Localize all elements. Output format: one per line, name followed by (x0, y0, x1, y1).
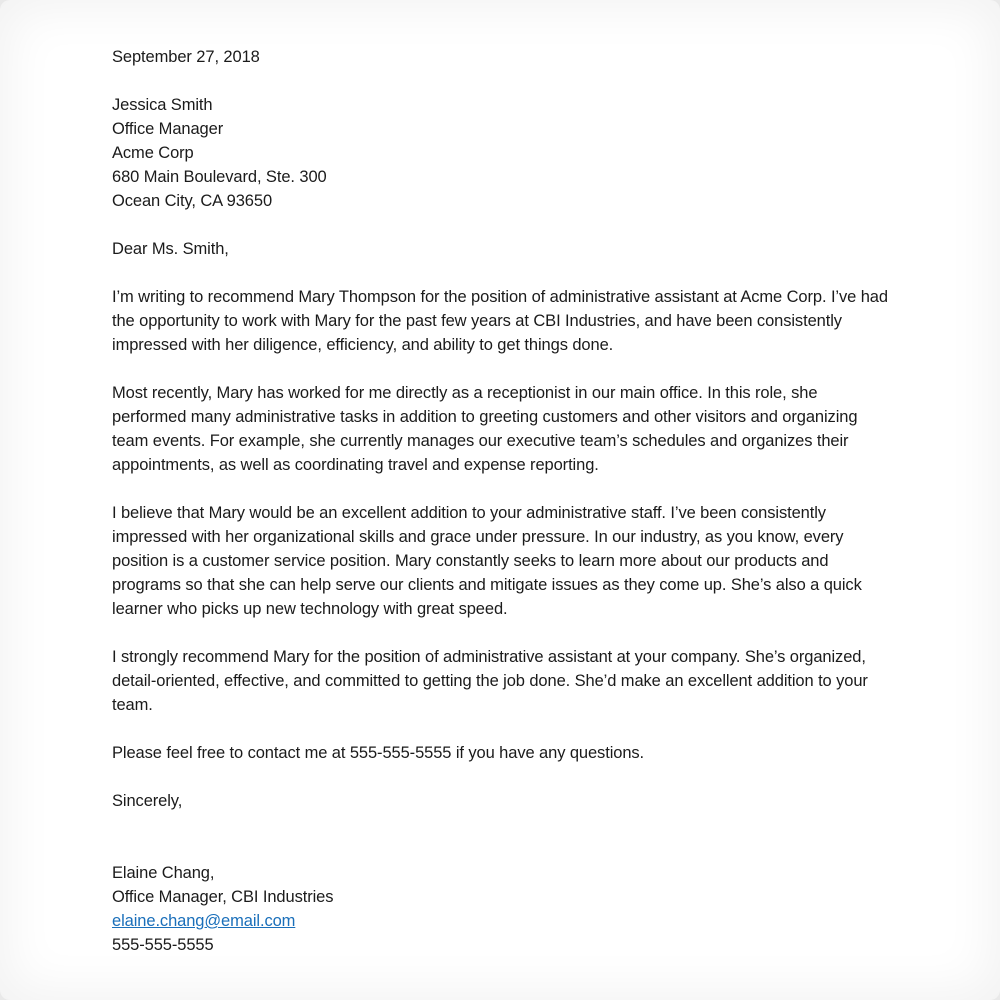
email-link[interactable]: elaine.chang@email.com (112, 912, 296, 930)
recipient-title: Office Manager (112, 120, 224, 138)
paragraph-recommendation: I strongly recommend Mary for the position of administrative assistant at your company. She’s organized, detail-oriented, effective, and committed to getting the job done. She’d make an excellent addition to your team. (112, 648, 868, 714)
recipient-company: Acme Corp (112, 144, 194, 162)
recipient-address-line2: Ocean City, CA 93650 (112, 192, 273, 210)
paragraph-experience: Most recently, Mary has worked for me directly as a receptionist in our main office. In this role, she performed many administrative tasks in addition to greeting customers and other visitors and organizing team events. For example, she currently manages our executive team’s schedules and organizes their appointments, as well as coordinating travel and expense reporting. (112, 384, 858, 474)
signature-block (112, 861, 890, 957)
signature-phone: 555-555-5555 (112, 936, 214, 954)
closing: Sincerely, (112, 792, 183, 810)
paragraph-contact: Please feel free to contact me at 555-555-5555 if you have any questions. (112, 744, 645, 762)
signature-name: Elaine Chang, (112, 864, 215, 882)
signature-title: Office Manager, CBI Industries (112, 888, 334, 906)
recipient-name: Jessica Smith (112, 96, 213, 114)
recipient-block (112, 93, 890, 213)
letter-date: September 27, 2018 (112, 48, 260, 66)
salutation: Dear Ms. Smith, (112, 240, 229, 258)
paragraph-intro: I’m writing to recommend Mary Thompson for the position of administrative assistant at Acme Corp. I’ve had the opportunity to work with Mary for the past few years at CBI Industries, and have been consistently impressed with her diligence, efficiency, and ability to get things done. (112, 288, 888, 354)
recipient-address-line1: 680 Main Boulevard, Ste. 300 (112, 168, 327, 186)
paragraph-skills: I believe that Mary would be an excellent addition to your administrative staff. I’ve been consistently impressed with her organizational skills and grace under pressure. In our industry, as you know, every position is a customer service position. Mary constantly seeks to learn more about our products and programs so that she can help serve our clients and mitigate issues as they come up. She’s also a quick learner who picks up new technology with great speed. (112, 504, 862, 618)
